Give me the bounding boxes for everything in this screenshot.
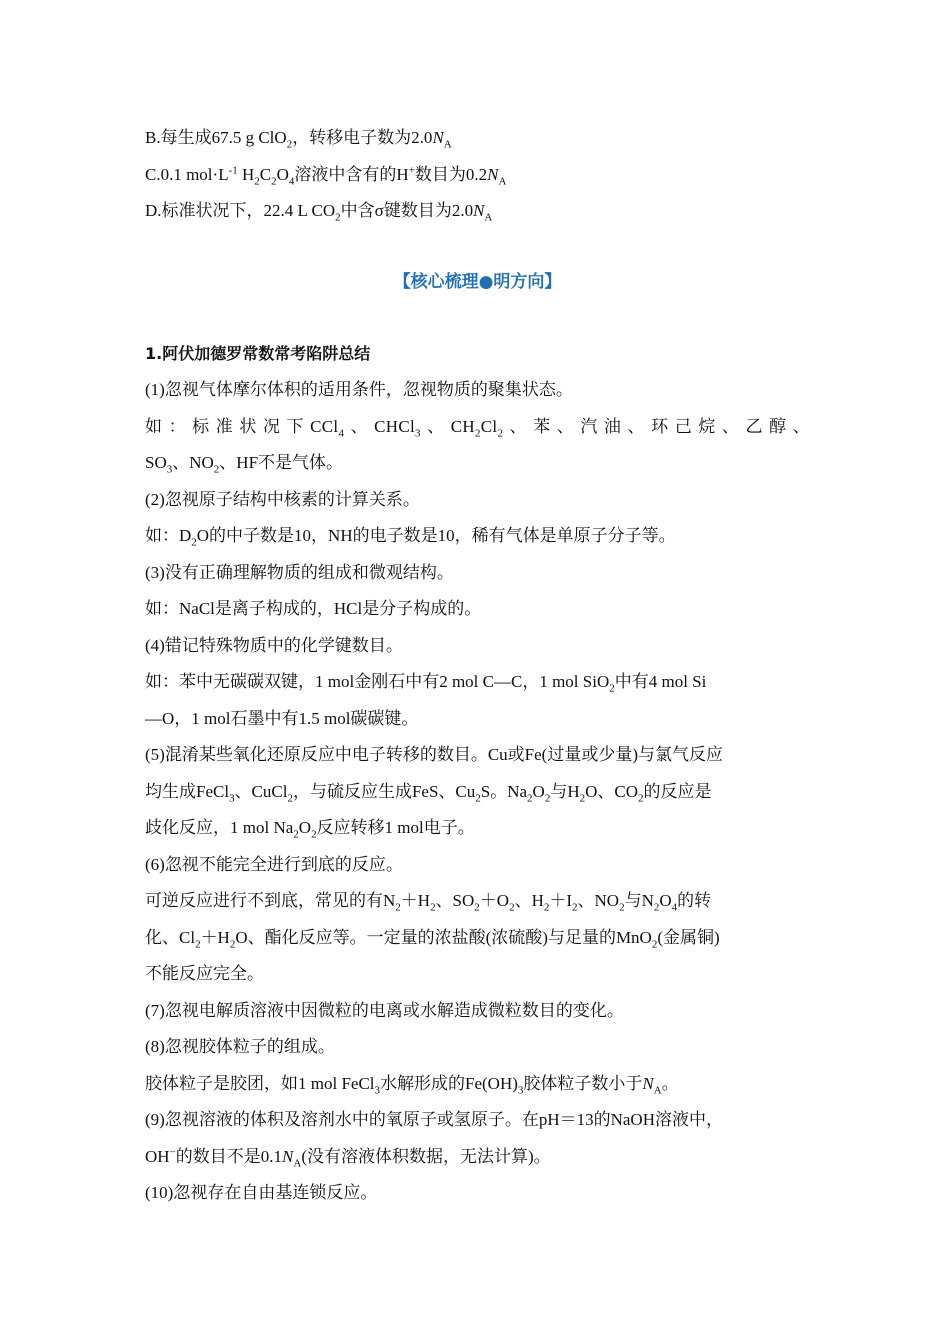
point-3-example: 如：NaCl是离子构成的，HCl是分子构成的。: [145, 599, 482, 618]
point-5-line2: 均生成FeCl$_3$、CuCl$_2$，与硫反应生成FeS、$Cu_2S$。$Na_2O_2$与$H_2O$、$CO_2$的反应是: [145, 781, 712, 804]
document-page: [145, 120, 810, 1212]
point-4-example-line2: —O，1 mol石墨中有1.5 mol碳碳键。: [145, 708, 419, 728]
point-9-line1: (9)忽视溶液的体积及溶剂水中的氧原子或氢原子。在pH＝13的NaOH溶液中，: [145, 1110, 723, 1129]
point-6-example-line2: 化、$Cl_2+H_2O$、酯化反应等。一定量的浓盐酸(浓硫酸)与足量的MnO$_2$(金属铜): [145, 927, 720, 950]
option-d: D.标准状况下，22.4 L $CO_2$中含σ键数目为$2.0N_A$: [145, 201, 493, 224]
point-1-example-line2: $SO_3$、$NO_2$、HF不是气体。: [145, 453, 344, 476]
point-4-example-line1: 如：苯中无碳碳双键，1 mol金刚石中有2 mol C—C，1 mol SiO$_2$中有4 mol Si: [145, 672, 707, 695]
point-6-example-line1: 可逆反应进行不到底，常见的有$N_2+H_2$、$SO_2+O_2$、$H_2+I_2$、$NO_2$与$N_2O_4$的转: [145, 891, 712, 914]
section-title: 【核心梳理●明方向】: [393, 271, 562, 292]
point-10: (10)忽视存在自由基连锁反应。: [145, 1183, 378, 1202]
point-4: (4)错记特殊物质中的化学键数目。: [145, 635, 403, 655]
option-c: C.0.1 $mol\cdot L^{-1}$ $H_2C_2O_4$溶液中含有的H+数目为$0.2N_A$: [145, 163, 507, 187]
option-b: B.每生成67.5 g ClO$_2$，转移电子数为$2.0N_A$: [145, 128, 452, 151]
point-9-line2: OH−的数目不是$0.1N_A$(没有溶液体积数据，无法计算)。: [145, 1145, 551, 1169]
point-5-line1: (5)混淆某些氧化还原反应中电子转移的数目。Cu或Fe(过量或少量)与氯气反应: [145, 745, 723, 764]
point-8-example: 胶体粒子是胶团，如1 mol FeCl$_3$水解形成的$Fe(OH)_3$胶体粒子数小于$N_A$。: [145, 1073, 679, 1096]
point-6-example-line3: 不能反应完全。: [145, 964, 264, 983]
point-5-line3: 歧化反应，1 mol $Na_2O_2$反应转移1 mol电子。: [145, 818, 475, 841]
heading-trap-summary: 1.阿伏加德罗常数常考陷阱总结: [145, 343, 371, 363]
point-2: (2)忽视原子结构中核素的计算关系。: [145, 489, 420, 509]
point-1: (1)忽视气体摩尔体积的适用条件，忽视物质的聚集状态。: [145, 380, 573, 399]
point-7: (7)忽视电解质溶液中因微粒的电离或水解造成微粒数目的变化。: [145, 1000, 624, 1020]
point-6: (6)忽视不能完全进行到底的反应。: [145, 854, 403, 874]
point-2-example: 如：$D_2O$的中子数是10，NH的电子数是10，稀有气体是单原子分子等。: [145, 526, 676, 549]
point-1-example-line1: 如：标准状况下CCl$_4$、CHCl$_3$、$CH_2Cl_2$、苯、汽油、环己烷、乙醇、: [145, 416, 810, 439]
point-3: (3)没有正确理解物质的组成和微观结构。: [145, 562, 454, 582]
point-8: (8)忽视胶体粒子的组成。: [145, 1037, 335, 1056]
